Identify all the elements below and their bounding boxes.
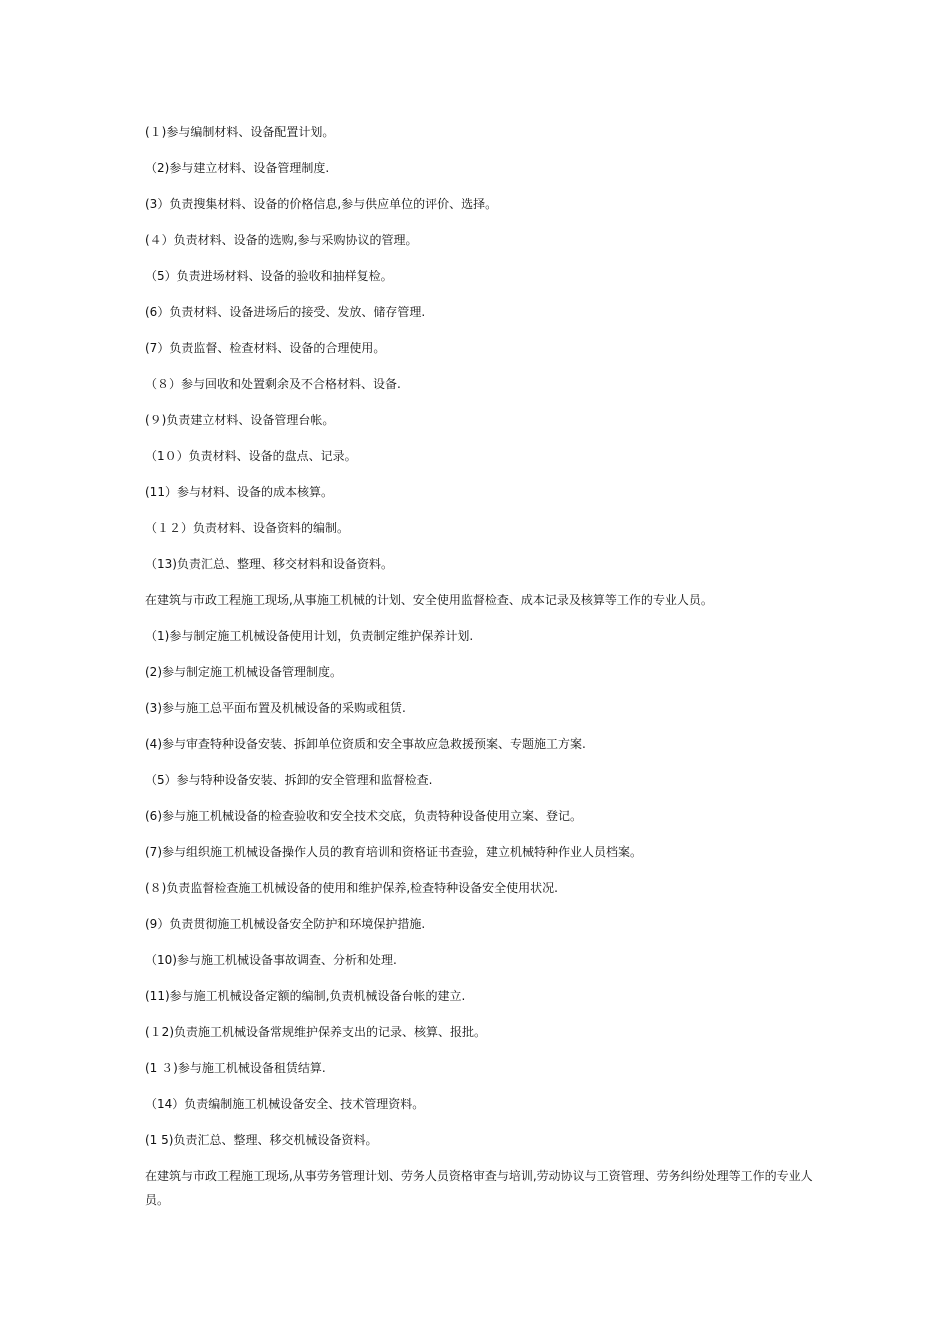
machinery-duty-item: （5）参与特种设备安装、拆卸的安全管理和监督检查.: [145, 773, 433, 787]
material-duty-item: (6）负责材料、设备进场后的接受、发放、储存管理.: [145, 305, 426, 319]
material-duty-item: (９)负责建立材料、设备管理台帐。: [145, 413, 335, 427]
document-body: [145, 124, 815, 1228]
machinery-duty-item: (4)参与审查特种设备安装、拆卸单位资质和安全事故应急救援预案、专题施工方案.: [145, 737, 586, 751]
machinery-duty-item: (８)负责监督检查施工机械设备的使用和维护保养,检查特种设备安全使用状况.: [145, 881, 558, 895]
material-duty-item: （１２）负责材料、设备资料的编制。: [145, 521, 350, 535]
material-duty-item: (１)参与编制材料、设备配置计划。: [145, 125, 335, 139]
machinery-duty-item: (11)参与施工机械设备定额的编制,负责机械设备台帐的建立.: [145, 989, 466, 1003]
machinery-duty-item: (3)参与施工总平面布置及机械设备的采购或租赁.: [145, 701, 406, 715]
material-duty-item: (7）负责监督、检查材料、设备的合理使用。: [145, 341, 386, 355]
machinery-duty-item: (1 ３)参与施工机械设备租赁结算.: [145, 1061, 326, 1075]
machinery-duty-item: （10)参与施工机械设备事故调查、分析和处理.: [145, 953, 397, 967]
machinery-duty-item: (7)参与组织施工机械设备操作人员的教育培训和资格证书查验，建立机械特种作业人员档案。: [145, 845, 643, 859]
material-duty-item: (3）负责搜集材料、设备的价格信息,参与供应单位的评价、选择。: [145, 197, 498, 211]
material-duty-item: (11）参与材料、设备的成本核算。: [145, 485, 333, 499]
material-duty-item: （13)负责汇总、整理、移交材料和设备资料。: [145, 557, 393, 571]
machinery-duty-item: (2)参与制定施工机械设备管理制度。: [145, 665, 342, 679]
machinery-duty-item: (1 5)负责汇总、整理、移交机械设备资料。: [145, 1133, 378, 1147]
material-duty-item: （８）参与回收和处置剩余及不合格材料、设备.: [145, 377, 401, 391]
material-duty-item: （2)参与建立材料、设备管理制度.: [145, 161, 330, 175]
material-duty-item: （5）负责进场材料、设备的验收和抽样复检。: [145, 269, 393, 283]
material-duty-item: (４）负责材料、设备的选购,参与采购协议的管理。: [145, 233, 418, 247]
machinery-duty-item: (１2)负责施工机械设备常规维护保养支出的记录、核算、报批。: [145, 1025, 487, 1039]
labor-definition: 在建筑与市政工程施工现场,从事劳务管理计划、劳务人员资格审查与培训,劳动协议与工资管理、劳务纠纷处理等工作的专业人员。: [145, 1169, 813, 1207]
material-duty-item: （1０）负责材料、设备的盘点、记录。: [145, 449, 357, 463]
machinery-duty-item: （1)参与制定施工机械设备使用计划，负责制定维护保养计划.: [145, 629, 474, 643]
machinery-duty-item: (6)参与施工机械设备的检查验收和安全技术交底，负责特种设备使用立案、登记。: [145, 809, 583, 823]
machinery-definition: 在建筑与市政工程施工现场,从事施工机械的计划、安全使用监督检查、成本记录及核算等工作的专业人员。: [145, 593, 713, 607]
machinery-duty-item: (9）负责贯彻施工机械设备安全防护和环境保护措施.: [145, 917, 426, 931]
machinery-duty-item: （14）负责编制施工机械设备安全、技术管理资料。: [145, 1097, 425, 1111]
